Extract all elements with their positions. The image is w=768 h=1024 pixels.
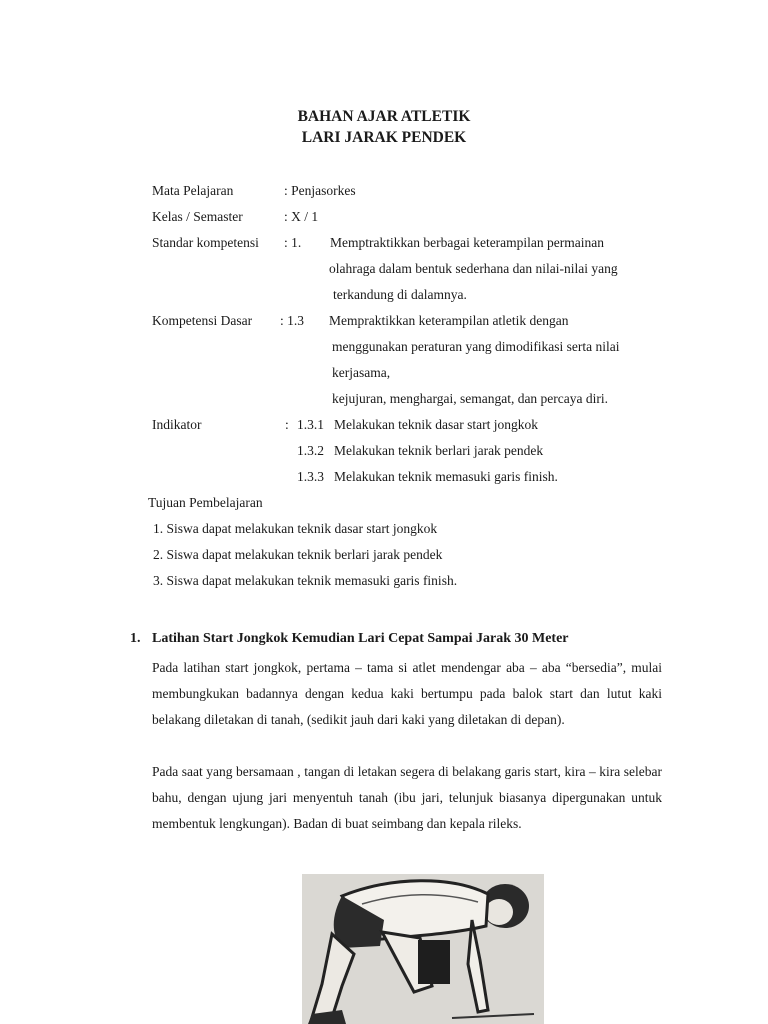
- body-paragraph: Pada latihan start jongkok, pertama – tama si atlet mendengar aba – aba “bersedia”, mulai membungkukan badannya dengan kedua kaki bertumpu pada balok start dan lutut kaki belakang diletakan di tanah, (sedikit jauh dari kaki yang diletakan di depan).: [152, 660, 662, 727]
- doc-title: BAHAN AJAR ATLETIK: [297, 108, 471, 125]
- kd-line: kerjasama,: [332, 365, 391, 380]
- kelas-value: : X / 1: [284, 209, 319, 224]
- tujuan-item: 2. Siswa dapat melakukan teknik berlari jarak pendek: [153, 547, 443, 562]
- section-number: 1.: [130, 631, 141, 646]
- sk-line: Memptraktikkan berbagai keterampilan permainan: [330, 235, 605, 250]
- indikator-label: Indikator: [152, 417, 202, 432]
- sk-label: Standar kompetensi: [152, 235, 259, 250]
- body-paragraph: Pada saat yang bersamaan , tangan di letakan segera di belakang garis start, kira – kira selebar bahu, dengan ujung jari menyentuh tanah (ibu jari, telunjuk biasanya dipergunakan untuk membentuk lengkungan). Badan di buat seimbang dan kepala rileks.: [152, 764, 662, 831]
- sk-line: terkandung di dalamnya.: [333, 287, 467, 302]
- tujuan-heading: Tujuan Pembelajaran: [148, 495, 263, 510]
- athlete-knee: [418, 940, 450, 984]
- indikator-number: 1.3.2: [297, 443, 324, 458]
- tujuan-item: 1. Siswa dapat melakukan teknik dasar start jongkok: [153, 521, 438, 536]
- kelas-label: Kelas / Semaster: [152, 209, 243, 224]
- section-title: Latihan Start Jongkok Kemudian Lari Cepat Sampai Jarak 30 Meter: [152, 631, 569, 646]
- mapel-label: Mata Pelajaran: [152, 183, 234, 198]
- indikator-number: 1.3.3: [297, 469, 324, 484]
- indikator-text: Melakukan teknik memasuki garis finish.: [334, 469, 558, 484]
- crouch-start-illustration: [302, 874, 544, 1024]
- indikator-text: Melakukan teknik berlari jarak pendek: [334, 443, 544, 458]
- indikator-text: Melakukan teknik dasar start jongkok: [334, 417, 538, 432]
- kd-line: menggunakan peraturan yang dimodifikasi serta nilai: [332, 339, 620, 354]
- kd-label: Kompetensi Dasar: [152, 313, 253, 328]
- doc-subtitle: LARI JARAK PENDEK: [301, 129, 467, 146]
- sk-line: olahraga dalam bentuk sederhana dan nilai-nilai yang: [329, 261, 618, 276]
- indikator-colon: :: [285, 417, 289, 432]
- mapel-value: : Penjasorkes: [284, 183, 356, 198]
- indikator-number: 1.3.1: [297, 417, 324, 432]
- kd-line: Mempraktikkan keterampilan atletik dengan: [329, 313, 569, 328]
- tujuan-item: 3. Siswa dapat melakukan teknik memasuki garis finish.: [153, 573, 458, 588]
- kd-number: : 1.3: [280, 313, 305, 328]
- kd-line: kejujuran, menghargai, semangat, dan percaya diri.: [332, 391, 609, 406]
- athlete-drawing: [302, 874, 544, 1024]
- sk-number: : 1.: [284, 235, 302, 250]
